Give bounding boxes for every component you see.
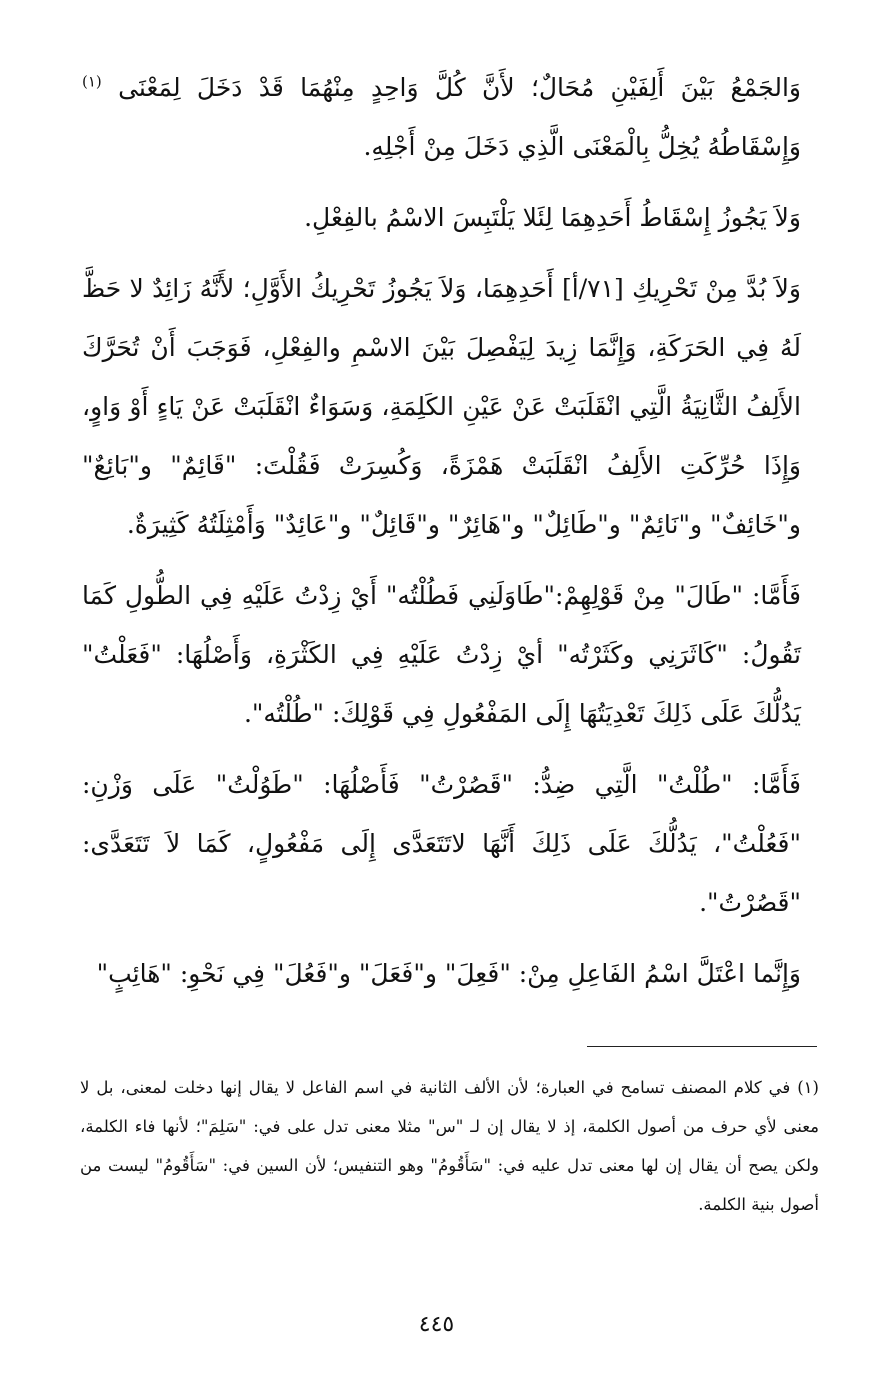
footnote-separator [587, 1046, 817, 1047]
paragraph-2: وَلاَ يَجُوزُ إِسْقَاطُ أَحَدِهِمَا لِئَلا يَلْتَبِسَ الاسْمُ بالفِعْلِ. [304, 203, 801, 232]
paragraph-3: وَلاَ بُدَّ مِنْ تَحْرِيكِ [٧١/أ] أَحَدِهِمَا، وَلاَ يَجُوزُ تَحْرِيكُ الأَوَّلِ؛ لأَنَّهُ زَائِدٌ لا حَظَّ لَهُ فِي الحَرَكَةِ، وَإِنَّمَا زِيدَ لِيَفْصِلَ بَيْنَ الاسْمِ والفِعْلِ، فَوَجَبَ أَنْ تُحَرَّكَ الأَلِفُ الثَّانِيَةُ الَّتِي انْقَلَبَتْ عَنْ عَيْنِ الكَلِمَةِ، وَسَوَاءٌ انْقَلَبَتْ عَنْ يَاءٍ أَوْ وَاوٍ، وَإِذَا حُرِّكَتِ الأَلِفُ انْقَلَبَتْ هَمْزَةً، وَكُسِرَتْ فَقُلْتَ: "قَائِمٌ" و"بَائِعٌ" و"خَائِفٌ" و"نَائِمٌ" و"طَائِلٌ" و"هَائِرٌ" و"قَائِلٌ" و"عَائِدٌ" وَأَمْثِلَتُهُ كَثِيرَةٌ. [82, 274, 801, 539]
footnote [80, 1068, 819, 1224]
paragraph-6: وَإِنَّما اعْتَلَّ اسْمُ الفَاعِلِ مِنْ: "فَعِلَ" و"فَعَلَ" و"فَعُلَ" فِي نَحْوِ: "هَائِبٍ" [96, 959, 801, 988]
paragraph-1-text-continued: وَإِسْقَاطُهُ يُخِلُّ بِالْمَعْنَى الَّذِي دَخَلَ مِنْ أَجْلِهِ. [363, 132, 801, 161]
paragraph-1-text: وَالجَمْعُ بَيْنَ أَلِفَيْنِ مُحَالٌ؛ لأَنَّ كُلَّ وَاحِدٍ مِنْهُمَا قَدْ دَخَلَ لِمَعْنَى [118, 73, 801, 102]
footnote-reference: (١) [82, 72, 102, 91]
page-number: ٤٤٥ [418, 1312, 455, 1337]
footnote-marker: (١) [797, 1078, 819, 1097]
paragraph-5: فَأَمَّا: "طُلْتُ" الَّتِي ضِدُّ: "قَصُرْتُ" فَأَصْلُهَا: "طَوُلْتُ" عَلَى وَزْنِ: "فَعُلْتُ"، يَدُلُّكَ عَلَى ذَلِكَ أَنَّهَا لاتَتَعَدَّى إِلَى مَفْعُولٍ، كَمَا لاَ تَتَعَدَّى: "قَصُرْتُ". [82, 770, 801, 917]
paragraph-4: فَأَمَّا: "طَالَ" مِنْ قَوْلِهِمْ:"طَاوَلَنِي فَطُلْتُه" أَيْ زِدْتُ عَلَيْهِ فِي الطُّولِ كَمَا تَقُولُ: "كَاثَرَنِي وكَثَرْتُه" أيْ زِدْتُ عَلَيْهِ فِي الكَثْرَةِ، وَأَصْلُهَا: "فَعَلْتُ" يَدُلُّكَ عَلَى ذَلِكَ تَعْدِيَتُهَا إِلَى المَفْعُولِ فِي قَوْلِكَ: "طُلْتُه". [82, 581, 801, 728]
main-text-body [82, 58, 801, 1003]
footnote-text: في كلام المصنف تسامح في العبارة؛ لأن الألف الثانية في اسم الفاعل لا يقال إنها دخلت لمعنى، بل لا معنى لأي حرف من أصول الكلمة، إذ لا يقال إن لـ "س" مثلا معنى تدل على في: "سَلِمَ"؛ لأنها فاء الكلمة، ولكن يصح أن يقال إن لها معنى تدل عليه في: "سَأَقُومُ" وهو التنفيس؛ لأن السين في: "سَأَقُومُ" ليست من أصول بنية الكلمة. [80, 1078, 819, 1214]
paragraph-1 [82, 58, 801, 176]
